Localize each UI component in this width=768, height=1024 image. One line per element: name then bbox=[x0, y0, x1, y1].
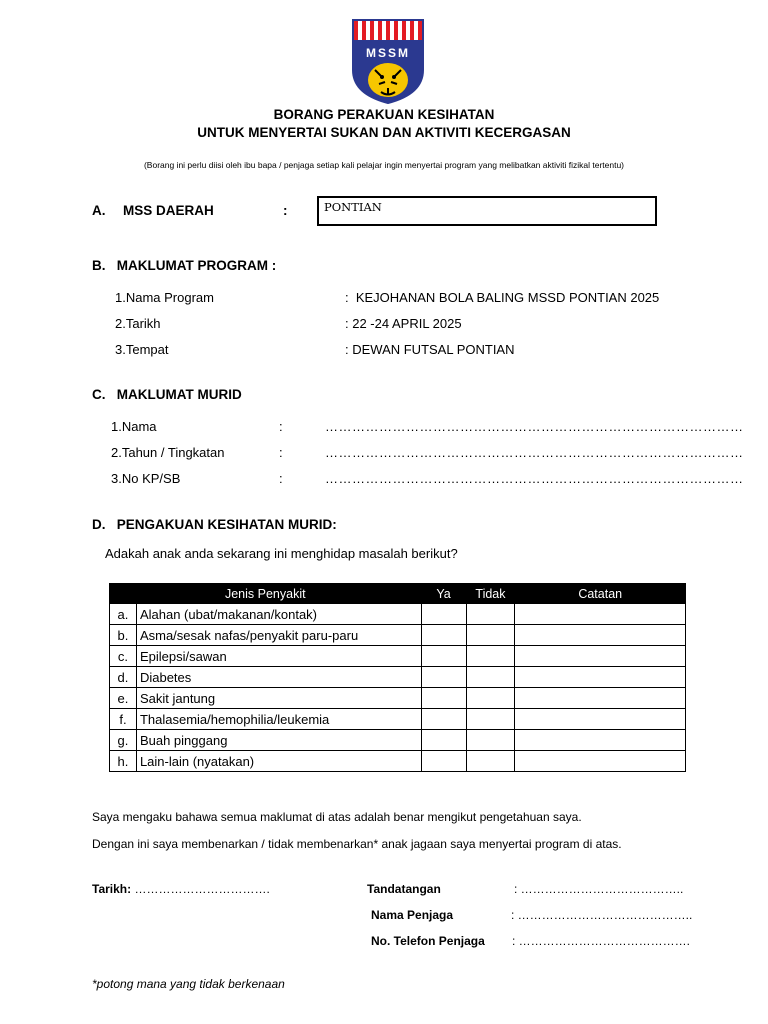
row-letter: c. bbox=[110, 646, 137, 667]
tandatangan-field[interactable]: : ………………………………….. bbox=[514, 882, 684, 896]
student-name-field[interactable]: ………………………………………………………………………………… bbox=[325, 419, 744, 434]
row-no-cell[interactable] bbox=[466, 604, 515, 625]
row-no-cell[interactable] bbox=[466, 667, 515, 688]
nama-penjaga-field[interactable]: : …………………………………….. bbox=[511, 908, 693, 922]
row-disease: Epilepsi/sawan bbox=[136, 646, 421, 667]
tarikh-row bbox=[92, 882, 270, 896]
section-a-colon: : bbox=[283, 203, 288, 218]
row-remarks-cell[interactable] bbox=[515, 730, 686, 751]
program-name-value: : KEJOHANAN BOLA BALING MSSD PONTIAN 2025 bbox=[345, 290, 660, 305]
row-letter: d. bbox=[110, 667, 137, 688]
row-remarks-cell[interactable] bbox=[515, 751, 686, 772]
row-no-cell[interactable] bbox=[466, 625, 515, 646]
row-remarks-cell[interactable] bbox=[515, 646, 686, 667]
row-disease: Sakit jantung bbox=[136, 688, 421, 709]
row-yes-cell[interactable] bbox=[421, 625, 466, 646]
mss-daerah-value: PONTIAN bbox=[324, 200, 382, 214]
row-no-cell[interactable] bbox=[466, 646, 515, 667]
row-remarks-cell[interactable] bbox=[515, 688, 686, 709]
program-date-label: 2.Tarikh bbox=[115, 316, 161, 331]
row-letter: b. bbox=[110, 625, 137, 646]
table-row bbox=[110, 730, 686, 751]
form-note: (Borang ini perlu diisi oleh ibu bapa / penjaga setiap kali pelajar ingin menyertai program yang melibatkan aktiviti fizikal tertentu) bbox=[143, 160, 625, 170]
mss-daerah-field[interactable] bbox=[317, 196, 657, 226]
program-date-value: : 22 -24 APRIL 2025 bbox=[345, 316, 462, 331]
row-disease: Buah pinggang bbox=[136, 730, 421, 751]
row-no-cell[interactable] bbox=[466, 688, 515, 709]
row-yes-cell[interactable] bbox=[421, 604, 466, 625]
row-no-cell[interactable] bbox=[466, 751, 515, 772]
row-remarks-cell[interactable] bbox=[515, 625, 686, 646]
logo-text: MSSM bbox=[366, 46, 410, 60]
section-a-letter: A. bbox=[92, 203, 106, 218]
row-remarks-cell[interactable] bbox=[515, 604, 686, 625]
student-year-label: 2.Tahun / Tingkatan bbox=[111, 445, 225, 460]
table-row bbox=[110, 688, 686, 709]
table-row bbox=[110, 625, 686, 646]
row-yes-cell[interactable] bbox=[421, 667, 466, 688]
footnote: *potong mana yang tidak berkenaan bbox=[92, 977, 285, 991]
health-question: Adakah anak anda sekarang ini menghidap masalah berikut? bbox=[105, 546, 458, 561]
program-venue-value: : DEWAN FUTSAL PONTIAN bbox=[345, 342, 515, 357]
row-yes-cell[interactable] bbox=[421, 730, 466, 751]
row-yes-cell[interactable] bbox=[421, 646, 466, 667]
table-row bbox=[110, 751, 686, 772]
telefon-penjaga-label: No. Telefon Penjaga bbox=[371, 934, 485, 948]
row-disease: Asma/sesak nafas/penyakit paru-paru bbox=[136, 625, 421, 646]
table-row bbox=[110, 646, 686, 667]
table-row bbox=[110, 604, 686, 625]
form-title-line2: UNTUK MENYERTAI SUKAN DAN AKTIVITI KECERGASAN bbox=[197, 125, 571, 140]
row-letter: f. bbox=[110, 709, 137, 730]
row-yes-cell[interactable] bbox=[421, 688, 466, 709]
row-disease: Thalasemia/hemophilia/leukemia bbox=[136, 709, 421, 730]
telefon-penjaga-field[interactable]: : ……………………………………. bbox=[512, 934, 691, 948]
table-row bbox=[110, 709, 686, 730]
tandatangan-label: Tandatangan bbox=[367, 882, 441, 896]
student-name-label: 1.Nama bbox=[111, 419, 157, 434]
row-yes-cell[interactable] bbox=[421, 751, 466, 772]
student-ic-label: 3.No KP/SB bbox=[111, 471, 181, 486]
mssm-shield-icon bbox=[351, 18, 425, 104]
student-year-field[interactable]: ………………………………………………………………………………… bbox=[325, 445, 744, 460]
student-year-colon: : bbox=[279, 445, 283, 460]
row-remarks-cell[interactable] bbox=[515, 709, 686, 730]
student-ic-field[interactable]: ………………………………………………………………………………… bbox=[325, 471, 744, 486]
declaration-text-1: Saya mengaku bahawa semua maklumat di atas adalah benar mengikut pengetahuan saya. bbox=[92, 810, 582, 824]
row-letter: h. bbox=[110, 751, 137, 772]
row-disease: Lain-lain (nyatakan) bbox=[136, 751, 421, 772]
tarikh-field[interactable]: ……………………………. bbox=[134, 882, 270, 896]
row-letter: g. bbox=[110, 730, 137, 751]
row-letter: a. bbox=[110, 604, 137, 625]
declaration-text-2: Dengan ini saya membenarkan / tidak membenarkan* anak jagaan saya menyertai program di atas. bbox=[92, 837, 622, 851]
form-title-line1: BORANG PERAKUAN KESIHATAN bbox=[273, 107, 495, 122]
row-no-cell[interactable] bbox=[466, 709, 515, 730]
row-remarks-cell[interactable] bbox=[515, 667, 686, 688]
row-yes-cell[interactable] bbox=[421, 709, 466, 730]
health-table bbox=[109, 583, 686, 772]
student-ic-colon: : bbox=[279, 471, 283, 486]
header-yes: Ya bbox=[421, 584, 466, 604]
nama-penjaga-label: Nama Penjaga bbox=[371, 908, 454, 922]
table-row bbox=[110, 667, 686, 688]
section-c-heading: C. MAKLUMAT MURID bbox=[92, 387, 242, 402]
row-disease: Diabetes bbox=[136, 667, 421, 688]
tarikh-label: Tarikh: bbox=[92, 882, 132, 896]
header-disease: Jenis Penyakit bbox=[110, 584, 422, 604]
program-venue-label: 3.Tempat bbox=[115, 342, 169, 357]
program-name-label: 1.Nama Program bbox=[115, 290, 214, 305]
row-disease: Alahan (ubat/makanan/kontak) bbox=[136, 604, 421, 625]
section-a-label: MSS DAERAH bbox=[123, 203, 214, 218]
mssm-logo bbox=[351, 18, 425, 104]
header-remarks: Catatan bbox=[515, 584, 686, 604]
section-b-heading: B. MAKLUMAT PROGRAM : bbox=[92, 258, 277, 273]
student-name-colon: : bbox=[279, 419, 283, 434]
row-no-cell[interactable] bbox=[466, 730, 515, 751]
health-table-header bbox=[110, 584, 686, 604]
row-letter: e. bbox=[110, 688, 137, 709]
header-no: Tidak bbox=[466, 584, 515, 604]
section-d-heading: D. PENGAKUAN KESIHATAN MURID: bbox=[92, 517, 337, 532]
